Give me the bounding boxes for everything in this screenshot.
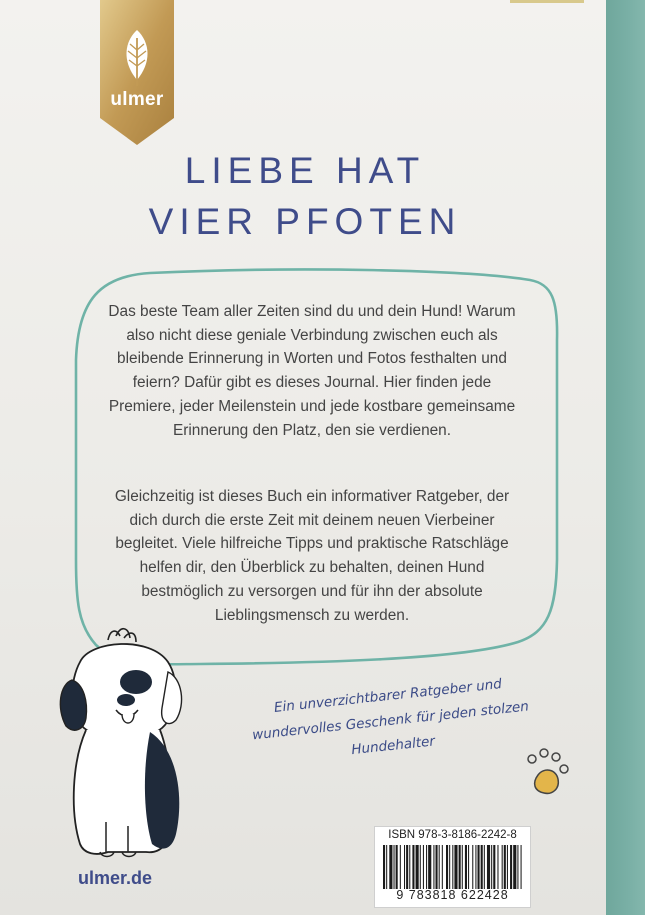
barcode-bar xyxy=(459,845,461,889)
barcode-bar xyxy=(404,845,405,889)
barcode-bar xyxy=(468,845,469,889)
barcode-bar xyxy=(465,845,467,889)
barcode-bar xyxy=(442,845,443,889)
barcode-bar xyxy=(502,845,503,889)
barcode-bar xyxy=(484,845,485,889)
barcode-box xyxy=(374,826,531,908)
barcode-bar xyxy=(412,845,414,889)
blurb-paragraph-1: Das beste Team aller Zeiten sind du und dein Hund! Warum also nicht diese geniale Verbindung zwischen euch als bleibende Erinnerung in Worten und Fotos festhalten und feiern? Dafür gibt es dieses Journal. Hier finden jede Premiere, jeder Meilenstein und jede kostbare gemeinsame Erinnerung den Platz, den sie verdienen. xyxy=(108,303,516,439)
barcode-bar xyxy=(446,845,448,889)
barcode-bar xyxy=(420,845,421,889)
barcode-bar xyxy=(423,845,424,889)
barcode-bar xyxy=(394,845,395,889)
book-spine xyxy=(606,0,645,915)
barcode-bar xyxy=(396,845,398,889)
barcode-bar xyxy=(521,845,522,889)
barcode-bar xyxy=(426,845,427,889)
barcode-bar xyxy=(513,845,516,889)
publisher-badge xyxy=(100,0,174,145)
publisher-website: ulmer.de xyxy=(78,868,153,888)
ean-number: 9 783818 622428 xyxy=(396,888,509,902)
barcode-bar xyxy=(386,845,387,889)
barcode-bar xyxy=(436,845,438,889)
barcode-bar xyxy=(452,845,453,889)
barcode-bar xyxy=(487,845,490,889)
barcode-bar xyxy=(472,845,473,889)
publisher-logo-text: ulmer xyxy=(110,89,164,110)
barcode-bar xyxy=(497,845,498,889)
barcode-bar xyxy=(481,845,483,889)
barcode-bar xyxy=(507,845,508,889)
barcode-bar xyxy=(409,845,410,889)
barcode-bar xyxy=(491,845,492,889)
barcode xyxy=(383,845,523,889)
barcode-bar xyxy=(478,845,480,889)
barcode-bar xyxy=(406,845,408,889)
top-gold-strip xyxy=(510,0,584,3)
barcode-bar xyxy=(383,845,385,889)
barcode-bar xyxy=(462,845,463,889)
barcode-bar xyxy=(510,845,512,889)
dog-illustration xyxy=(50,622,190,867)
book-title-line-2: VIER PFOTEN xyxy=(148,201,462,242)
barcode-bar xyxy=(454,845,457,889)
barcode-bar xyxy=(416,845,419,889)
barcode-bar xyxy=(428,845,431,889)
barcode-bar xyxy=(389,845,392,889)
barcode-bar xyxy=(504,845,506,889)
barcode-bar xyxy=(475,845,476,889)
barcode-bar xyxy=(439,845,440,889)
barcode-bar xyxy=(493,845,495,889)
tagline: Ein unverzichtbarer Ratgeber und wundervolles Geschenk für jeden stolzen Hundehalter xyxy=(251,676,530,759)
barcode-bar xyxy=(433,845,434,889)
barcode-bar xyxy=(400,845,401,889)
barcode-bar xyxy=(517,845,518,889)
isbn-text: ISBN 978-3-8186-2242-8 xyxy=(388,829,517,841)
barcode-bar xyxy=(449,845,450,889)
book-title-line-1: LIEBE HAT xyxy=(184,150,426,191)
blurb-paragraph-2: Gleichzeitig ist dieses Buch ein informativer Ratgeber, der dich durch die erste Zeit mit deinem neuen Vierbeiner begleitet. Viele hilfreiche Tipps und praktische Ratschläge helfen dir, den Überblick zu behalten, deinen Hund bestmöglich zu versorgen und für ihn der absolute Lieblingsmensch zu werden. xyxy=(114,488,510,624)
paw-icon xyxy=(522,745,578,801)
